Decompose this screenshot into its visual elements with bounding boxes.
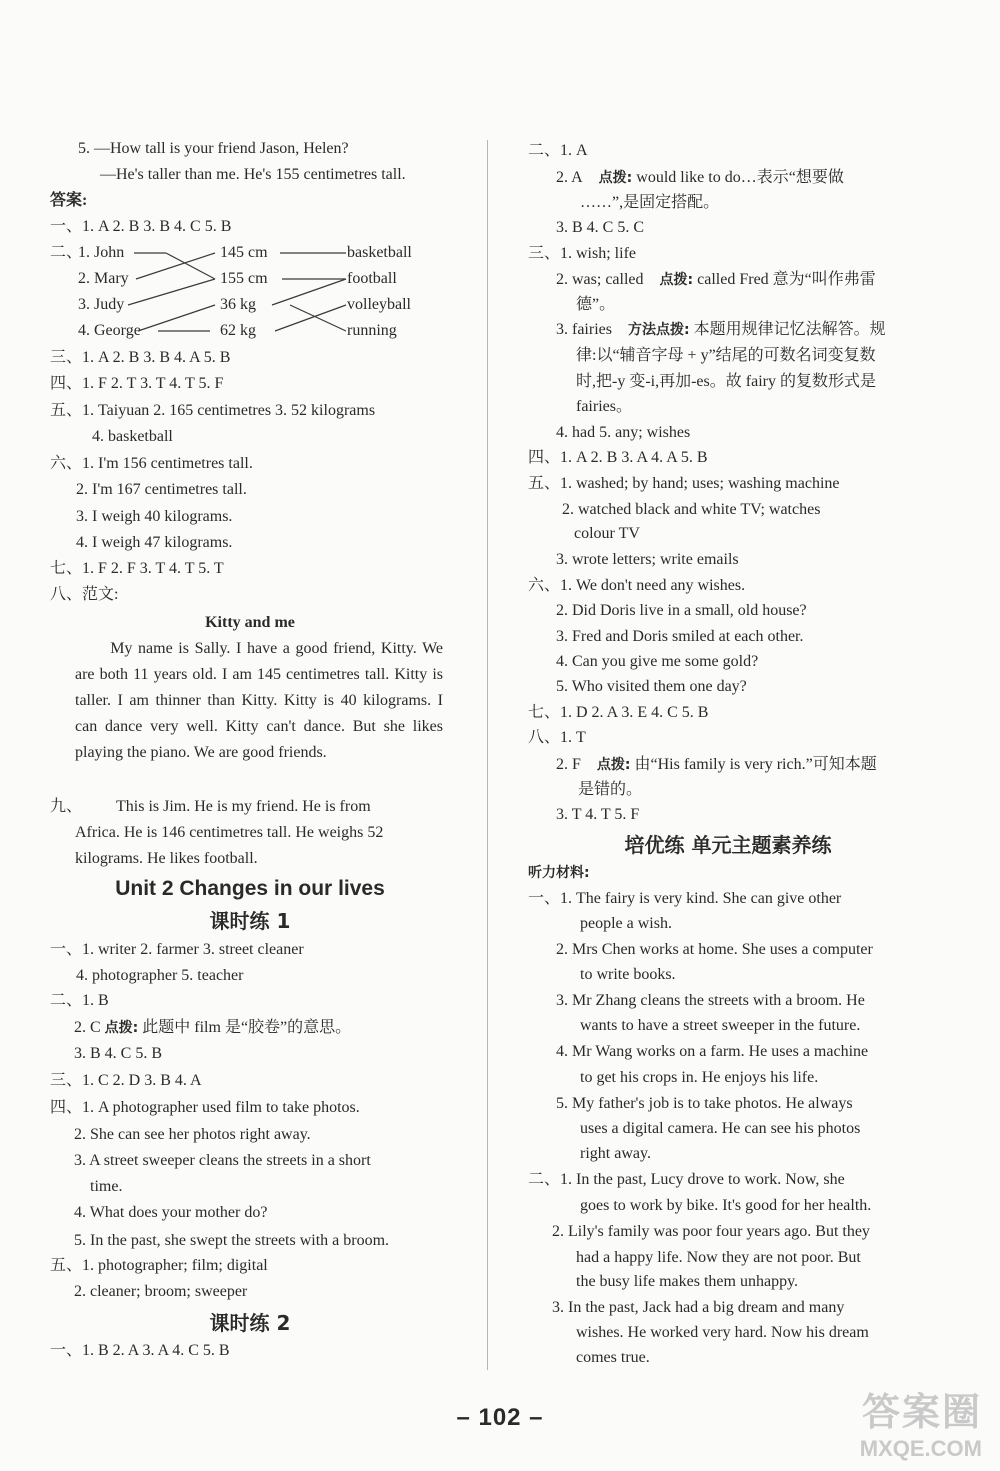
- listening-2-line: 二、1. In the past, Lucy drove to work. Now, she: [528, 1171, 845, 1188]
- match-name: 2. Mary: [78, 270, 129, 287]
- match-line: [166, 253, 215, 279]
- r-section-7-answers: 七、1. D 2. A 3. E 4. C 5. B: [528, 704, 709, 721]
- listening-2-line: had a happy life. Now they are not poor. But: [576, 1249, 861, 1266]
- answer-label: 答案:: [50, 192, 88, 209]
- lesson-1-heading: 课时练 1: [209, 909, 291, 933]
- r-section-3-line8: 4. had 5. any; wishes: [556, 424, 691, 441]
- section-6-line4: 4. I weigh 47 kilograms.: [76, 534, 233, 551]
- answer-text: 2. F: [556, 756, 581, 773]
- l1-section-4-line3: 3. A street sweeper cleans the streets in a short: [74, 1152, 371, 1169]
- unit-title: Unit 2 Changes in our lives: [115, 877, 385, 900]
- section-1-answers: 一、1. A 2. B 3. B 4. C 5. B: [50, 218, 232, 235]
- section-9-line2: Africa. He is 146 centimetres tall. He weighs 52: [75, 824, 384, 841]
- listening-2-line: wishes. He worked very hard. Now his dream: [576, 1324, 869, 1341]
- essay-title: Kitty and me: [205, 614, 295, 631]
- r-section-3-line1: 三、1. wish; life: [528, 245, 636, 262]
- match-line: [272, 279, 346, 305]
- hint-text: called Fred 意为“叫作弗雷: [697, 271, 876, 288]
- match-value: 36 kg: [220, 296, 256, 313]
- match-line: [138, 305, 215, 331]
- method-hint-label: 方法点拨:: [627, 322, 690, 338]
- section-8-label: 八、范文:: [50, 586, 119, 603]
- match-sport: volleyball: [347, 296, 411, 313]
- l1-section-1-line1: 一、1. writer 2. farmer 3. street cleaner: [50, 941, 304, 958]
- r-section-2-line2: [556, 165, 844, 191]
- r-section-5-line2: 2. watched black and white TV; watches: [562, 501, 821, 518]
- r-section-6-line5: 5. Who visited them one day?: [556, 678, 747, 695]
- section-9-label: 九、: [50, 798, 83, 815]
- section-3-answers: 三、1. A 2. B 3. B 4. A 5. B: [50, 349, 231, 366]
- match-line: [136, 253, 215, 279]
- listening-2-line: comes true.: [576, 1349, 650, 1366]
- section-9-line3: kilograms. He likes football.: [75, 850, 258, 867]
- question-5-line2: —He's taller than me. He's 155 centimetres tall.: [100, 166, 406, 183]
- r-section-8-line4: 3. T 4. T 5. F: [556, 806, 640, 823]
- listening-2-line: goes to work by bike. It's good for her health.: [580, 1197, 872, 1214]
- section-6-line2: 2. I'm 167 centimetres tall.: [76, 481, 247, 498]
- listening-1-line: right away.: [580, 1145, 651, 1162]
- watermark: [822, 1381, 982, 1461]
- listening-1-line: 5. My father's job is to take photos. He always: [556, 1095, 853, 1112]
- r-section-3-line3: 德”。: [576, 296, 616, 313]
- listening-2-line: the busy life makes them unhappy.: [576, 1273, 799, 1290]
- section-2-prefix: 二、: [50, 244, 83, 261]
- section-4-answers: 四、1. F 2. T 3. T 4. T 5. F: [50, 375, 224, 392]
- l1-section-4-line6: 5. In the past, she swept the streets with a broom.: [74, 1232, 390, 1249]
- listening-2-line: 3. In the past, Jack had a big dream and many: [552, 1299, 845, 1316]
- listening-1-line: people a wish.: [580, 915, 672, 932]
- r-section-2-line4: 3. B 4. C 5. C: [556, 219, 645, 236]
- hint-text: 本题用规律记忆法解答。规: [693, 321, 886, 338]
- question-5-line1: 5. —How tall is your friend Jason, Helen?: [78, 140, 349, 157]
- hint-text: would like to do…表示“想要做: [636, 169, 844, 186]
- section-6-line3: 3. I weigh 40 kilograms.: [76, 508, 233, 525]
- section-9-line1: This is Jim. He is my friend. He is from: [116, 798, 371, 815]
- listening-2-line: 2. Lily's family was poor four years ago. But they: [552, 1223, 870, 1240]
- r-section-6-line2: 2. Did Doris live in a small, old house?: [556, 602, 807, 619]
- l1-section-3-answers: 三、1. C 2. D 3. B 4. A: [50, 1072, 202, 1089]
- match-sport: running: [347, 322, 397, 339]
- l1-section-5-line1: 五、1. photographer; film; digital: [50, 1257, 268, 1274]
- listening-1-line: 4. Mr Wang works on a farm. He uses a machine: [556, 1043, 869, 1060]
- r-section-3-line4: [556, 317, 886, 343]
- r-section-8-line3: 是错的。: [578, 781, 643, 798]
- hint-label: 点拨:: [104, 1020, 139, 1036]
- r-section-5-line1: 五、1. washed; by hand; uses; washing machine: [528, 475, 840, 492]
- l1-section-2-line1: 二、1. B: [50, 992, 109, 1009]
- essay-body: [75, 636, 443, 766]
- l1-section-2-line2: [74, 1015, 351, 1041]
- r-section-3-line2: [556, 267, 876, 293]
- r-section-4-answers: 四、1. A 2. B 3. A 4. A 5. B: [528, 449, 708, 466]
- listening-1-line: to get his crops in. He enjoys his life.: [580, 1069, 819, 1086]
- match-name: 1. John: [78, 244, 125, 261]
- matching-lines: [50, 0, 450, 400]
- r-section-3-line5: 律:以“辅音字母 + y”结尾的可数名词变复数: [576, 347, 876, 364]
- section-6-line1: 六、1. I'm 156 centimetres tall.: [50, 455, 253, 472]
- r-section-8-line1: 八、1. T: [528, 729, 586, 746]
- section-title: 培优练 单元主题素养练: [624, 833, 832, 857]
- match-value: 62 kg: [220, 322, 256, 339]
- listening-1-line: to write books.: [580, 966, 676, 983]
- r-section-3-line6: 时,把-y 变-i,再加-es。故 fairy 的复数形式是: [576, 373, 876, 390]
- r-section-5-line3: colour TV: [574, 525, 640, 542]
- listening-1-line: uses a digital camera. He can see his photos: [580, 1120, 861, 1137]
- l1-section-4-line1: 四、1. A photographer used film to take photos.: [50, 1099, 360, 1116]
- listening-label: 听力材料:: [528, 865, 590, 881]
- answer-text: 2. A: [556, 169, 583, 186]
- r-section-6-line4: 4. Can you give me some gold?: [556, 653, 759, 670]
- match-line: [128, 279, 215, 305]
- section-5-line1: 五、1. Taiyuan 2. 165 centimetres 3. 52 kilograms: [50, 402, 376, 419]
- r-section-3-line7: fairies。: [576, 398, 632, 415]
- r-section-6-line3: 3. Fred and Doris smiled at each other.: [556, 628, 804, 645]
- listening-1-line: wants to have a street sweeper in the future.: [580, 1017, 861, 1034]
- hint-label: 点拨:: [596, 757, 631, 773]
- r-section-5-line4: 3. wrote letters; write emails: [556, 551, 739, 568]
- page-number: – 102 –: [456, 1404, 544, 1431]
- hint-label: 点拨:: [659, 272, 694, 288]
- listening-1-line: 3. Mr Zhang cleans the streets with a broom. He: [556, 992, 865, 1009]
- hint-text: 由“His family is very rich.”可知本题: [634, 756, 877, 773]
- match-value: 145 cm: [220, 244, 268, 261]
- l1-section-4-line2: 2. She can see her photos right away.: [74, 1126, 311, 1143]
- l1-section-4-line4: time.: [90, 1178, 123, 1195]
- r-section-2-line3: ……”,是固定搭配。: [580, 194, 720, 211]
- listening-1-line: 一、1. The fairy is very kind. She can give other: [528, 890, 842, 907]
- match-line: [275, 305, 346, 331]
- match-value: 155 cm: [220, 270, 268, 287]
- answer-text: 3. fairies: [556, 321, 612, 338]
- l1-section-2-line3: 3. B 4. C 5. B: [74, 1045, 163, 1062]
- l2-section-1-answers: 一、1. B 2. A 3. A 4. C 5. B: [50, 1342, 230, 1359]
- answer-text: 2. was; called: [556, 271, 644, 288]
- match-sport: basketball: [347, 244, 412, 261]
- r-section-6-line1: 六、1. We don't need any wishes.: [528, 577, 746, 594]
- essay-text: My name is Sally. I have a good friend, Kitty. We are both 11 years old. I am 145 centimetres tall. Kitty is taller. I am thinner than Kitty. Kitty is 40 kilograms. I can dance very well. Kitty can't dance. But she likes playing the piano. We are good friends.: [75, 640, 443, 761]
- answer-text: 2. C: [74, 1019, 101, 1036]
- listening-1-line: 2. Mrs Chen works at home. She uses a computer: [556, 941, 873, 958]
- watermark-site: MXQE.COM: [859, 1436, 982, 1461]
- match-name: 3. Judy: [78, 296, 125, 313]
- watermark-logo: 答案圈: [861, 1392, 982, 1434]
- match-sport: football: [347, 270, 397, 287]
- hint-label: 点拨:: [598, 170, 633, 186]
- l1-section-4-line5: 4. What does your mother do?: [74, 1204, 268, 1221]
- r-section-2-line1: 二、1. A: [528, 142, 588, 159]
- r-section-8-line2: [556, 752, 877, 778]
- hint-text: 此题中 film 是“胶卷”的意思。: [142, 1019, 352, 1036]
- section-5-line2: 4. basketball: [92, 428, 173, 445]
- match-name: 4. George: [78, 322, 141, 339]
- match-line: [290, 305, 346, 331]
- column-divider: [487, 140, 488, 1370]
- l1-section-1-line2: 4. photographer 5. teacher: [76, 967, 244, 984]
- lesson-2-heading: 课时练 2: [209, 1311, 291, 1335]
- l1-section-5-line2: 2. cleaner; broom; sweeper: [74, 1283, 248, 1300]
- section-7-answers: 七、1. F 2. F 3. T 4. T 5. T: [50, 560, 224, 577]
